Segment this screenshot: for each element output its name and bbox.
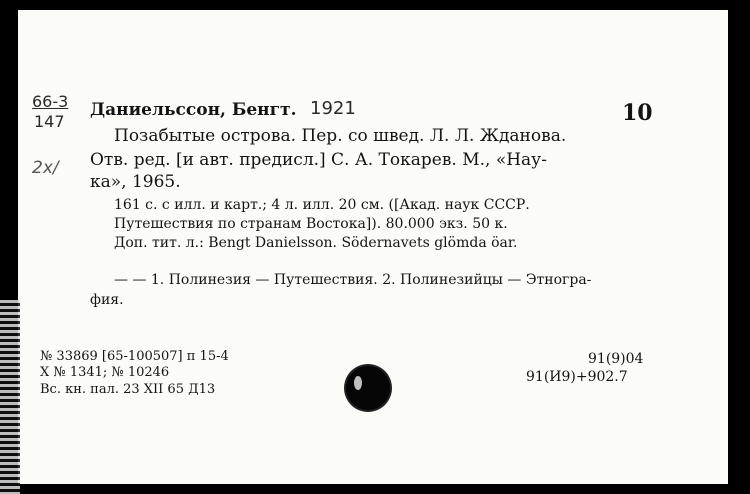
- catalog-card: [18, 10, 730, 484]
- author-heading: Даниельссон, Бенгт.: [90, 100, 297, 120]
- scan-edge-right: [728, 0, 750, 494]
- description-line-3: Доп. тит. л.: Bengt Danielsson. Södernavets glömda öar.: [114, 235, 518, 251]
- title-line-3: ка», 1965.: [90, 172, 181, 192]
- title-line-2: Отв. ред. [и авт. предисл.] С. А. Токарев. М., «Нау-: [90, 150, 547, 170]
- description-line-2: Путешествия по странам Востока]). 80.000 экз. 50 к.: [114, 216, 508, 232]
- record-line-2: Х № 1341; № 10246: [40, 365, 170, 380]
- record-line-3: Вс. кн. пал. 23 XII 65 Д13: [40, 382, 216, 397]
- scan-edge-left: [0, 300, 20, 494]
- margin-note: 2x/: [32, 158, 59, 178]
- title-line-1: Позабытые острова. Пер. со швед. Л. Л. Жданова.: [114, 126, 567, 146]
- classification-line-1: 91(9)04: [588, 351, 644, 367]
- subjects-line-1: — — 1. Полинезия — Путешествия. 2. Полинезийцы — Этногра-: [114, 272, 592, 288]
- card-number: 10: [622, 100, 653, 126]
- call-number-bottom: 147: [34, 112, 65, 131]
- description-line-1: 161 с. с илл. и карт.; 4 л. илл. 20 см. ([Акад. наук СССР.: [114, 197, 530, 213]
- subjects-line-2: фия.: [90, 292, 124, 308]
- handwritten-year: 1921: [310, 98, 356, 119]
- call-number-top: 66-3: [32, 92, 69, 111]
- record-line-1: № 33869 [65-100507] п 15-4: [40, 349, 229, 364]
- classification-line-2: 91(И9)+902.7: [526, 369, 628, 385]
- punch-hole: [346, 366, 390, 410]
